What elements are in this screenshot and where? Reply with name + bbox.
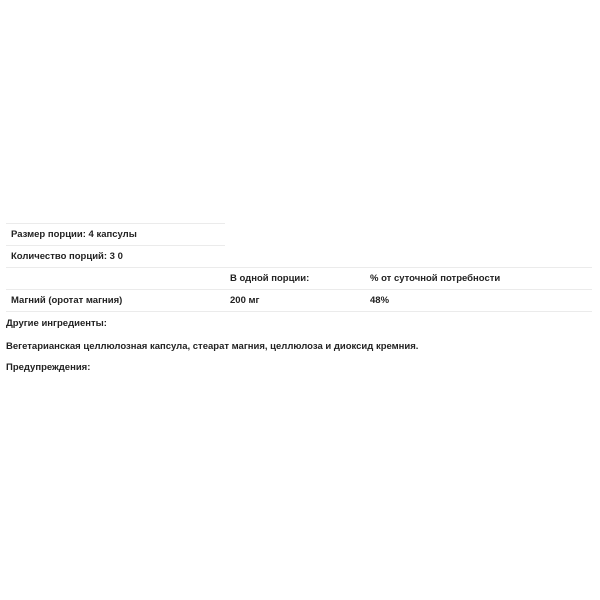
table-header-row: [6, 267, 592, 289]
other-ingredients-text: Вегетарианская целлюлозная капсула, стеарат магния, целлюлоза и диоксид кремния.: [6, 341, 419, 352]
header-daily-value: % от суточной потребности: [370, 273, 501, 284]
warnings-heading: Предупреждения:: [6, 362, 91, 373]
serving-size: Размер порции: 4 капсулы: [11, 229, 137, 240]
table-row: [6, 289, 592, 312]
nutrient-amount: 200 мг: [230, 295, 260, 306]
nutrient-daily-value: 48%: [370, 295, 390, 306]
servings-count: Количество порций: 3 0: [11, 251, 123, 262]
servings-count-row: [6, 245, 225, 267]
nutrient-name: Магний (оротат магния): [11, 295, 123, 306]
supplement-facts-table: [6, 223, 592, 312]
other-ingredients-heading: Другие ингредиенты:: [6, 318, 107, 329]
serving-size-row: [6, 223, 225, 245]
header-per-serving: В одной порции:: [230, 273, 310, 284]
